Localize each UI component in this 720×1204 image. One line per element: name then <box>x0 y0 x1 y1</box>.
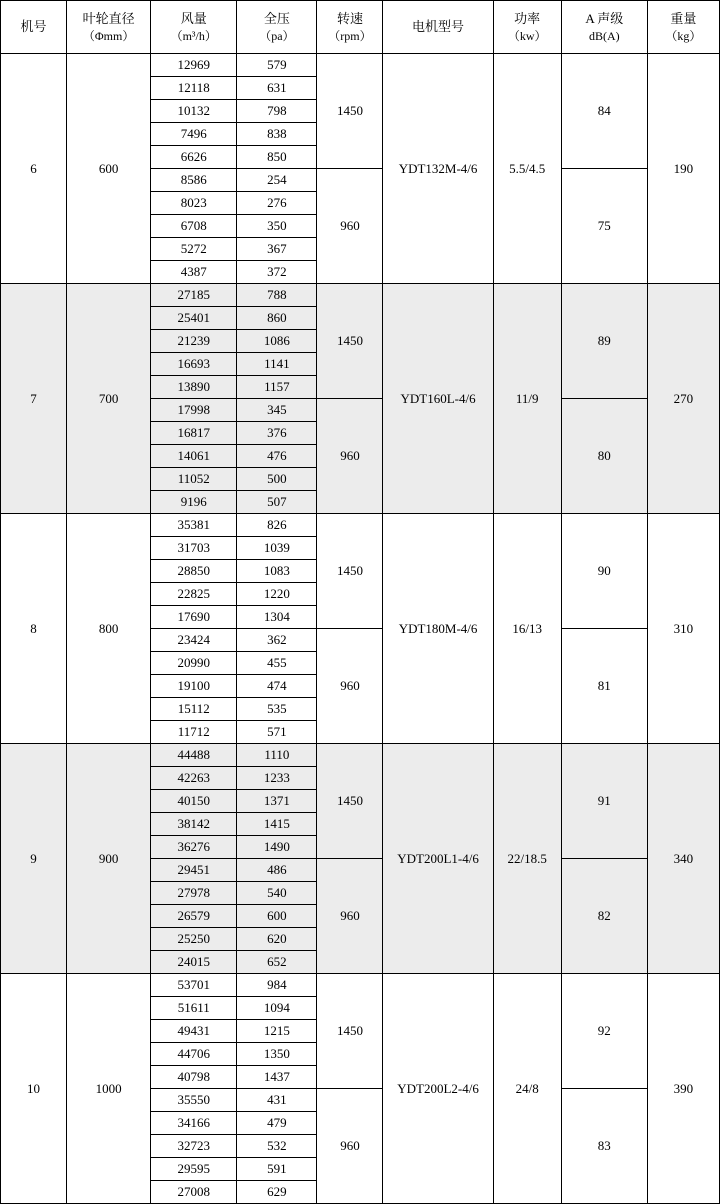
cell-pressure: 984 <box>237 974 317 997</box>
table-row <box>1 514 720 537</box>
cell-pressure: 367 <box>237 238 317 261</box>
cell-pressure: 1083 <box>237 560 317 583</box>
cell-flow: 27185 <box>151 284 237 307</box>
header-flow-line2: （m³/h） <box>170 28 217 43</box>
cell-flow: 23424 <box>151 629 237 652</box>
header-rpm <box>317 1 383 54</box>
cell-noise: 90 <box>561 514 647 629</box>
header-impeller-diameter-line1: 叶轮直径 <box>82 11 135 27</box>
cell-flow: 14061 <box>151 445 237 468</box>
cell-flow: 8586 <box>151 169 237 192</box>
cell-pressure: 431 <box>237 1089 317 1112</box>
cell-pressure: 1233 <box>237 767 317 790</box>
cell-rpm: 1450 <box>317 284 383 399</box>
cell-pressure: 1086 <box>237 330 317 353</box>
cell-pressure: 600 <box>237 905 317 928</box>
cell-motor-model: YDT180M-4/6 <box>383 514 493 744</box>
cell-flow: 6626 <box>151 146 237 169</box>
cell-rpm: 960 <box>317 859 383 974</box>
cell-rpm: 1450 <box>317 974 383 1089</box>
cell-impeller-diameter: 600 <box>67 54 151 284</box>
cell-machine-no: 10 <box>1 974 67 1204</box>
cell-noise: 80 <box>561 399 647 514</box>
cell-flow: 11712 <box>151 721 237 744</box>
header-pressure-line2: （pa） <box>259 28 295 43</box>
cell-flow: 21239 <box>151 330 237 353</box>
header-pressure <box>237 1 317 54</box>
header-row <box>1 1 720 54</box>
cell-machine-no: 8 <box>1 514 67 744</box>
cell-flow: 22825 <box>151 583 237 606</box>
cell-flow: 36276 <box>151 836 237 859</box>
cell-power: 16/13 <box>493 514 561 744</box>
cell-machine-no: 7 <box>1 284 67 514</box>
cell-machine-no: 6 <box>1 54 67 284</box>
cell-power: 22/18.5 <box>493 744 561 974</box>
cell-pressure: 579 <box>237 54 317 77</box>
cell-noise: 84 <box>561 54 647 169</box>
cell-pressure: 1110 <box>237 744 317 767</box>
cell-flow: 29451 <box>151 859 237 882</box>
cell-flow: 42263 <box>151 767 237 790</box>
cell-pressure: 1039 <box>237 537 317 560</box>
cell-motor-model: YDT132M-4/6 <box>383 54 493 284</box>
cell-power: 11/9 <box>493 284 561 514</box>
cell-pressure: 540 <box>237 882 317 905</box>
table-row <box>1 54 720 77</box>
cell-rpm: 1450 <box>317 54 383 169</box>
cell-flow: 49431 <box>151 1020 237 1043</box>
cell-pressure: 571 <box>237 721 317 744</box>
cell-impeller-diameter: 900 <box>67 744 151 974</box>
cell-flow: 26579 <box>151 905 237 928</box>
header-weight <box>647 1 719 54</box>
cell-impeller-diameter: 1000 <box>67 974 151 1204</box>
cell-pressure: 500 <box>237 468 317 491</box>
cell-pressure: 1350 <box>237 1043 317 1066</box>
cell-pressure: 620 <box>237 928 317 951</box>
cell-noise: 82 <box>561 859 647 974</box>
cell-pressure: 629 <box>237 1181 317 1204</box>
cell-pressure: 798 <box>237 100 317 123</box>
cell-flow: 32723 <box>151 1135 237 1158</box>
cell-flow: 53701 <box>151 974 237 997</box>
cell-flow: 16817 <box>151 422 237 445</box>
cell-flow: 5272 <box>151 238 237 261</box>
cell-machine-no: 9 <box>1 744 67 974</box>
cell-flow: 7496 <box>151 123 237 146</box>
header-machine-no <box>1 1 67 54</box>
header-power-line1: 功率 <box>514 11 541 27</box>
cell-flow: 12969 <box>151 54 237 77</box>
table-row <box>1 744 720 767</box>
cell-pressure: 838 <box>237 123 317 146</box>
cell-flow: 13890 <box>151 376 237 399</box>
cell-flow: 27978 <box>151 882 237 905</box>
header-flow-line1: 风量 <box>180 11 207 27</box>
cell-flow: 29595 <box>151 1158 237 1181</box>
cell-pressure: 1415 <box>237 813 317 836</box>
header-motor-model-line1: 电机型号 <box>412 19 465 35</box>
cell-flow: 12118 <box>151 77 237 100</box>
cell-pressure: 591 <box>237 1158 317 1181</box>
cell-flow: 4387 <box>151 261 237 284</box>
cell-noise: 89 <box>561 284 647 399</box>
cell-noise: 81 <box>561 629 647 744</box>
cell-flow: 9196 <box>151 491 237 514</box>
cell-flow: 15112 <box>151 698 237 721</box>
cell-weight: 270 <box>647 284 719 514</box>
header-rpm-line1: 转速 <box>336 11 363 27</box>
cell-pressure: 826 <box>237 514 317 537</box>
cell-power: 5.5/4.5 <box>493 54 561 284</box>
cell-noise: 91 <box>561 744 647 859</box>
cell-flow: 28850 <box>151 560 237 583</box>
cell-noise: 75 <box>561 169 647 284</box>
cell-pressure: 1437 <box>237 1066 317 1089</box>
cell-flow: 6708 <box>151 215 237 238</box>
cell-impeller-diameter: 800 <box>67 514 151 744</box>
cell-pressure: 350 <box>237 215 317 238</box>
cell-pressure: 486 <box>237 859 317 882</box>
cell-pressure: 652 <box>237 951 317 974</box>
header-weight-line2: （kg） <box>665 28 702 43</box>
cell-pressure: 507 <box>237 491 317 514</box>
cell-pressure: 860 <box>237 307 317 330</box>
header-impeller-diameter <box>67 1 151 54</box>
header-impeller-diameter-line2: （Φmm） <box>82 28 135 43</box>
header-weight-line1: 重量 <box>670 11 697 27</box>
cell-pressure: 631 <box>237 77 317 100</box>
header-noise-line1: A 声级 <box>585 11 624 27</box>
cell-flow: 44488 <box>151 744 237 767</box>
header-noise <box>561 1 647 54</box>
cell-weight: 390 <box>647 974 719 1204</box>
cell-pressure: 476 <box>237 445 317 468</box>
cell-rpm: 960 <box>317 1089 383 1204</box>
cell-pressure: 850 <box>237 146 317 169</box>
cell-flow: 16693 <box>151 353 237 376</box>
cell-pressure: 1304 <box>237 606 317 629</box>
cell-weight: 310 <box>647 514 719 744</box>
header-pressure-line1: 全压 <box>263 11 290 27</box>
cell-pressure: 535 <box>237 698 317 721</box>
cell-pressure: 1141 <box>237 353 317 376</box>
cell-flow: 20990 <box>151 652 237 675</box>
cell-pressure: 474 <box>237 675 317 698</box>
header-power-line2: （kw） <box>507 28 547 43</box>
cell-flow: 24015 <box>151 951 237 974</box>
cell-power: 24/8 <box>493 974 561 1204</box>
cell-rpm: 960 <box>317 399 383 514</box>
cell-pressure: 345 <box>237 399 317 422</box>
cell-flow: 11052 <box>151 468 237 491</box>
header-machine-no-line1: 机号 <box>20 19 47 35</box>
cell-pressure: 1371 <box>237 790 317 813</box>
cell-impeller-diameter: 700 <box>67 284 151 514</box>
cell-noise: 83 <box>561 1089 647 1204</box>
cell-pressure: 1490 <box>237 836 317 859</box>
cell-flow: 25401 <box>151 307 237 330</box>
cell-flow: 31703 <box>151 537 237 560</box>
cell-flow: 17998 <box>151 399 237 422</box>
header-motor-model <box>383 1 493 54</box>
cell-flow: 51611 <box>151 997 237 1020</box>
cell-rpm: 960 <box>317 629 383 744</box>
header-noise-line2: dB(A) <box>588 28 620 43</box>
cell-pressure: 1157 <box>237 376 317 399</box>
cell-flow: 44706 <box>151 1043 237 1066</box>
cell-pressure: 788 <box>237 284 317 307</box>
header-flow <box>151 1 237 54</box>
cell-flow: 17690 <box>151 606 237 629</box>
header-rpm-line2: （rpm） <box>328 28 372 43</box>
cell-pressure: 372 <box>237 261 317 284</box>
table-row <box>1 284 720 307</box>
cell-pressure: 1094 <box>237 997 317 1020</box>
cell-rpm: 1450 <box>317 744 383 859</box>
cell-pressure: 376 <box>237 422 317 445</box>
cell-rpm: 960 <box>317 169 383 284</box>
header-power <box>493 1 561 54</box>
cell-pressure: 455 <box>237 652 317 675</box>
cell-flow: 25250 <box>151 928 237 951</box>
cell-rpm: 1450 <box>317 514 383 629</box>
cell-flow: 38142 <box>151 813 237 836</box>
cell-motor-model: YDT160L-4/6 <box>383 284 493 514</box>
cell-flow: 19100 <box>151 675 237 698</box>
cell-weight: 340 <box>647 744 719 974</box>
cell-pressure: 479 <box>237 1112 317 1135</box>
cell-flow: 40798 <box>151 1066 237 1089</box>
cell-pressure: 532 <box>237 1135 317 1158</box>
cell-flow: 34166 <box>151 1112 237 1135</box>
cell-flow: 10132 <box>151 100 237 123</box>
cell-pressure: 1220 <box>237 583 317 606</box>
table-body <box>1 54 720 1204</box>
cell-flow: 8023 <box>151 192 237 215</box>
cell-flow: 35381 <box>151 514 237 537</box>
cell-motor-model: YDT200L1-4/6 <box>383 744 493 974</box>
cell-pressure: 276 <box>237 192 317 215</box>
cell-flow: 40150 <box>151 790 237 813</box>
table-header <box>1 1 720 54</box>
cell-pressure: 1215 <box>237 1020 317 1043</box>
cell-motor-model: YDT200L2-4/6 <box>383 974 493 1204</box>
cell-pressure: 254 <box>237 169 317 192</box>
cell-weight: 190 <box>647 54 719 284</box>
table-row <box>1 974 720 997</box>
cell-flow: 35550 <box>151 1089 237 1112</box>
cell-flow: 27008 <box>151 1181 237 1204</box>
cell-noise: 92 <box>561 974 647 1089</box>
cell-pressure: 362 <box>237 629 317 652</box>
